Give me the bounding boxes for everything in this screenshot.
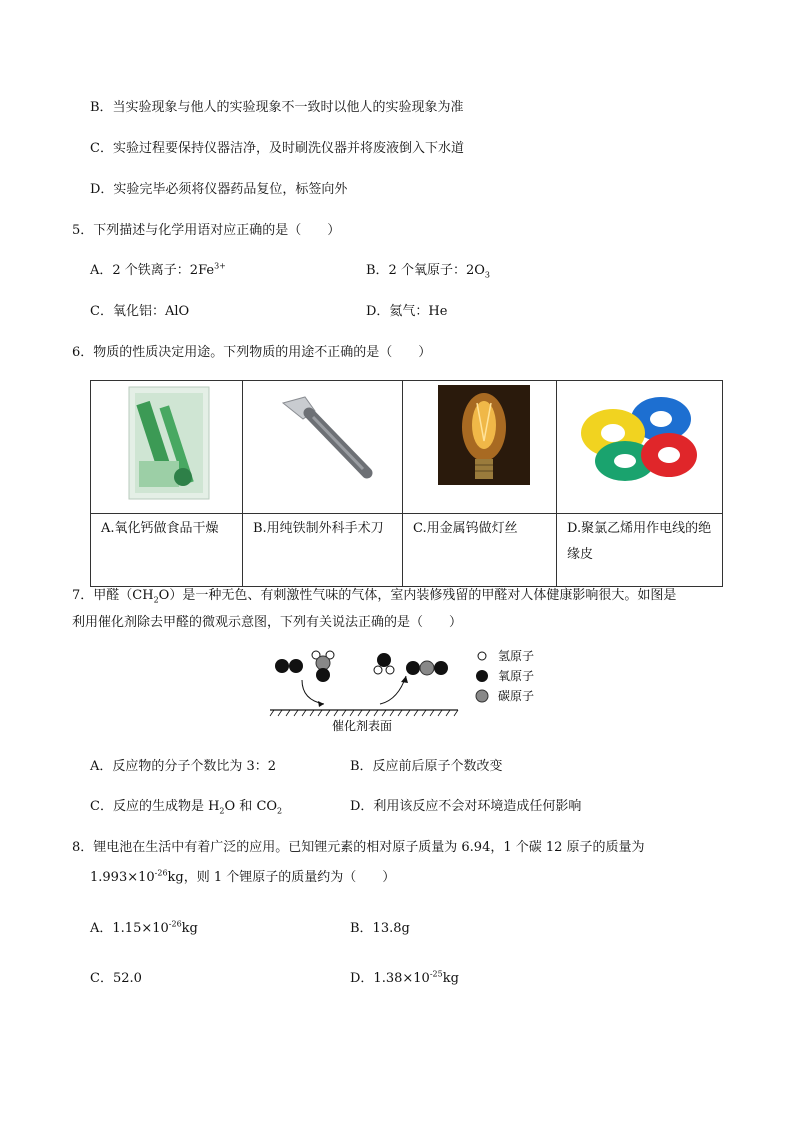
co2-molecule bbox=[406, 661, 448, 675]
q4-option-c: C．实验过程要保持仪器洁净，及时刷洗仪器并将废液倒入下水道 bbox=[90, 141, 464, 156]
q6-caption-d: D.聚氯乙烯用作电线的绝缘皮 bbox=[557, 514, 723, 587]
legend-hydrogen: 氢原子 bbox=[498, 649, 535, 663]
q8-option-a: A．$1.15\times 10^{-26}kg$ bbox=[90, 919, 198, 936]
q8-option-c: C．52.0 bbox=[90, 971, 142, 986]
q6-caption-a: A.氧化钙做食品干燥 bbox=[91, 514, 243, 587]
q8-stem-line2: $1.993\times 10^{-26}kg$，则 1 个锂原子的质量约为（ ） bbox=[90, 868, 396, 885]
q4-option-d: D．实验完毕必须将仪器药品复位，标签向外 bbox=[90, 182, 348, 197]
o2-molecule-left bbox=[275, 659, 303, 673]
q8-option-b: B．13.8g bbox=[350, 921, 410, 936]
q5-stem: 5．下列描述与化学用语对应正确的是（ ） bbox=[72, 223, 341, 238]
formaldehyde-catalysis-diagram bbox=[268, 646, 558, 736]
q6-stem: 6．物质的性质决定用途。下列物质的用途不正确的是（ ） bbox=[72, 345, 432, 360]
hydrogen-legend-icon bbox=[478, 652, 486, 660]
q7-option-b: B．反应前后原子个数改变 bbox=[350, 759, 503, 774]
q7-option-a: A．反应物的分子个数比为 3：2 bbox=[90, 759, 277, 774]
q8-stem-line1: 8．锂电池在生活中有着广泛的应用。已知锂元素的相对原子质量为 6.94，1 个碳 12 原子的质量为 bbox=[72, 840, 645, 855]
water-molecule bbox=[374, 653, 394, 674]
legend-carbon: 碳原子 bbox=[498, 689, 535, 703]
q5-option-b: B．2 个氧原子：$2O_3$ bbox=[366, 263, 490, 280]
q6-caption-b: B.用纯铁制外科手术刀 bbox=[243, 514, 403, 587]
q7-stem-line2: 利用催化剂除去甲醛的微观示意图，下列有关说法正确的是（ ） bbox=[72, 615, 463, 630]
q7-option-c: C．反应的生成物是 $H_2O$ 和 $CO_2$ bbox=[90, 799, 283, 816]
desiccant-image bbox=[91, 381, 243, 514]
q7-option-d: D．利用该反应不会对环境造成任何影响 bbox=[350, 799, 582, 814]
q5-option-a: A．2 个铁离子：$2Fe^{3+}$ bbox=[90, 261, 226, 278]
arrow-down bbox=[302, 680, 324, 704]
q4-option-b: B．当实验现象与他人的实验现象不一致时以他人的实验现象为准 bbox=[90, 100, 464, 115]
scalpel-image bbox=[243, 381, 403, 514]
q5-option-d: D．氦气：He bbox=[366, 304, 448, 319]
formaldehyde-molecule bbox=[312, 651, 334, 682]
q5-option-c: C．氧化铝：AlO bbox=[90, 304, 190, 319]
catalyst-surface-label: 催化剂表面 bbox=[332, 719, 393, 733]
carbon-legend-icon bbox=[476, 690, 488, 702]
q8-option-d: D．$1.38\times 10^{-25}kg$ bbox=[350, 969, 459, 986]
wire-coils-image bbox=[557, 381, 723, 514]
oxygen-legend-icon bbox=[476, 670, 488, 682]
q6-caption-c: C.用金属钨做灯丝 bbox=[403, 514, 557, 587]
q7-stem-line1: 7．甲醛$(CH_2O)$是一种无色、有刺激性气味的气体，室内装修残留的甲醛对人体健康影响很大。如图是 bbox=[72, 588, 677, 605]
light-bulb-image bbox=[403, 381, 557, 514]
legend-oxygen: 氧原子 bbox=[498, 669, 535, 683]
arrow-up bbox=[380, 676, 406, 704]
q6-choice-table bbox=[90, 380, 723, 587]
